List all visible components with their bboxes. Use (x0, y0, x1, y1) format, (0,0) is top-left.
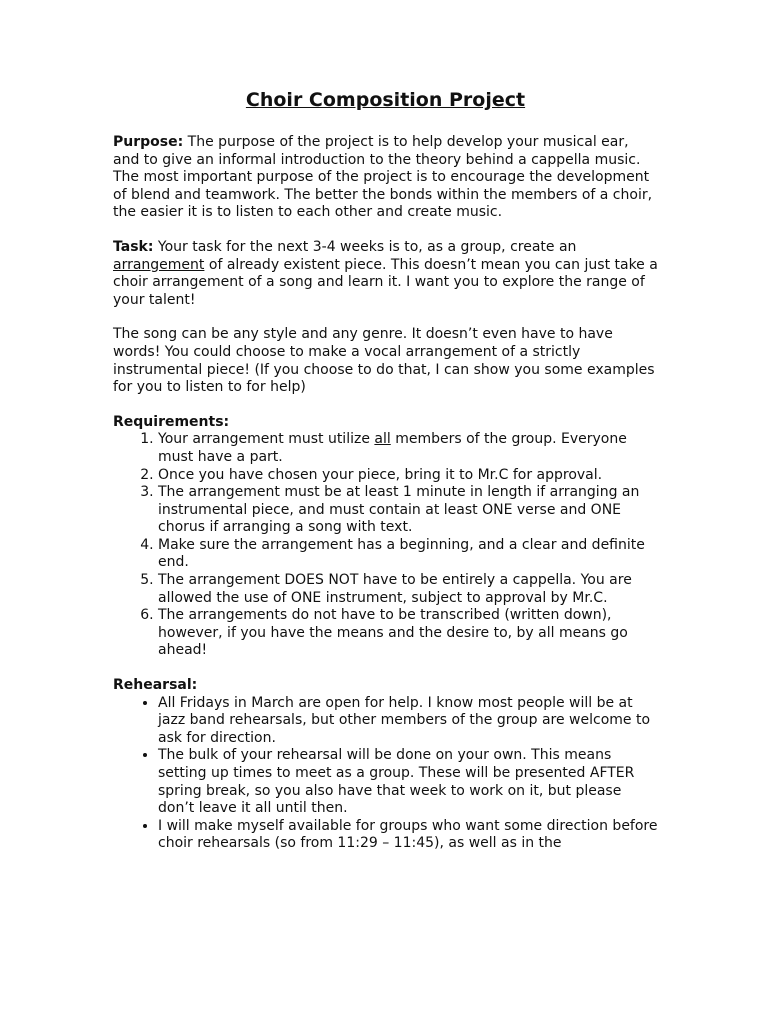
rehearsal-heading: Rehearsal: (113, 677, 198, 694)
song-paragraph: The song can be any style and any genre. It doesn’t even have to have words! You could choose to make a vocal arrangement of a strictly instrumental piece! (If you choose to do that, I can show you some examples for you to listen to for help) (113, 326, 655, 396)
purpose-paragraph (113, 134, 658, 222)
requirement-item (158, 431, 658, 466)
requirement-item: 3. The arrangement must be at least 1 minute in length if arranging an instrumental piece, and must contain at least ONE verse and ONE chorus if arranging a song with text. (158, 484, 658, 537)
task-text-a: Your task for the next 3-4 weeks is to, as a group, create an (153, 238, 577, 255)
requirement-1-text-a: Your arrangement must utilize (158, 431, 375, 448)
requirement-1-text-b: members of the group. Everyone must have a part. (158, 431, 627, 465)
task-underlined-word: arrangement (113, 256, 205, 273)
rehearsal-list (113, 695, 658, 853)
document-title: Choir Composition Project (245, 89, 526, 111)
requirement-item: 5. The arrangement DOES NOT have to be entirely a cappella. You are allowed the use of ONE instrument, subject to approval by Mr.C. (158, 572, 658, 607)
requirements-list (113, 431, 658, 660)
task-label: Task: (113, 238, 154, 255)
requirement-item: 2. Once you have chosen your piece, bring it to Mr.C for approval. (158, 467, 658, 485)
rehearsal-item: • I will make myself available for groups who want some direction before choir rehearsals (so from 11:29 – 11:45), as well as in the (158, 818, 658, 853)
requirement-1-underlined: all (374, 431, 391, 448)
requirement-item: 6. The arrangements do not have to be transcribed (written down), however, if you have the means and the desire to, by all means go ahead! (158, 607, 658, 660)
task-paragraph (113, 239, 658, 309)
task-text-b: of already existent piece. This doesn’t mean you can just take a choir arrangement of a song and learn it. I want you to explore the range of your talent! (113, 256, 658, 308)
purpose-label: Purpose: (113, 134, 184, 150)
requirement-item: 4. Make sure the arrangement has a beginning, and a clear and definite end. (158, 537, 658, 572)
purpose-text: The purpose of the project is to help develop your musical ear, and to give an informal introduction to the theory behind a cappella music. The most important purpose of the project is to encourage the development of blend and teamwork. The better the bonds within the members of a choir, the easier it is to listen to each other and create music. (113, 134, 653, 221)
rehearsal-item: • The bulk of your rehearsal will be done on your own. This means setting up times to meet as a group. These will be presented AFTER spring break, so you also have that week to work on it, but please don’t leave it all until then. (158, 747, 658, 817)
requirements-heading: Requirements: (113, 413, 230, 430)
rehearsal-item: • All Fridays in March are open for help. I know most people will be at jazz band rehearsals, but other members of the group are welcome to ask for direction. (158, 695, 658, 748)
